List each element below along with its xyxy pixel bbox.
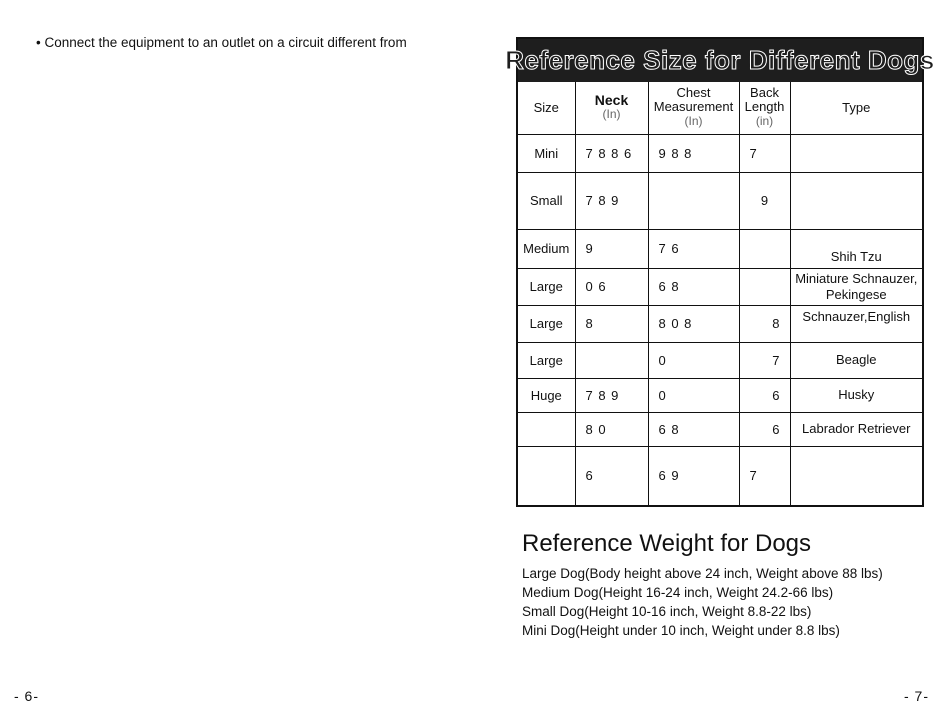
cell-neck: 7 8 8 6 bbox=[575, 134, 648, 172]
page-number-left: - 6- bbox=[14, 688, 39, 704]
table-row bbox=[518, 268, 922, 305]
table-row bbox=[518, 378, 922, 412]
table-row bbox=[518, 172, 922, 229]
neck-unit: (In) bbox=[602, 107, 621, 122]
cell-neck: 0 6 bbox=[575, 268, 648, 305]
cell-size bbox=[518, 446, 575, 505]
header-neck: Neck (In) bbox=[575, 82, 648, 134]
table-row bbox=[518, 446, 922, 505]
header-chest: Chest Measurement (In) bbox=[648, 82, 739, 134]
weight-line-medium: Medium Dog(Height 16-24 inch, Weight 24.2-66 lbs) bbox=[522, 585, 834, 600]
cell-back: 7 bbox=[739, 342, 790, 378]
cell-back: 6 bbox=[739, 378, 790, 412]
cell-type: Husky bbox=[790, 378, 922, 412]
cell-type bbox=[790, 172, 922, 229]
cell-back: 7 bbox=[739, 446, 790, 505]
cell-size: Mini bbox=[518, 134, 575, 172]
cell-back: 8 bbox=[739, 305, 790, 342]
cell-type: Beagle bbox=[790, 342, 922, 378]
cell-neck: 8 0 bbox=[575, 412, 648, 446]
page-number-right: - 7- bbox=[904, 688, 929, 704]
cell-type: Miniature Schnauzer, Pekingese bbox=[790, 268, 922, 305]
cell-back bbox=[739, 268, 790, 305]
cell-type bbox=[790, 446, 922, 505]
cell-chest: 8 0 8 bbox=[648, 305, 739, 342]
cell-chest bbox=[648, 172, 739, 229]
cell-chest: 0 bbox=[648, 378, 739, 412]
table-row bbox=[518, 134, 922, 172]
cell-back bbox=[739, 229, 790, 268]
cell-size: Large bbox=[518, 342, 575, 378]
cell-size: Large bbox=[518, 305, 575, 342]
cell-size: Large bbox=[518, 268, 575, 305]
cell-chest: 0 bbox=[648, 342, 739, 378]
chest-unit: (In) bbox=[684, 114, 703, 129]
header-row bbox=[518, 82, 922, 134]
cell-size: Medium bbox=[518, 229, 575, 268]
cell-chest: 6 8 bbox=[648, 268, 739, 305]
cell-neck: 7 8 9 bbox=[575, 378, 648, 412]
cell-chest: 6 9 bbox=[648, 446, 739, 505]
header-back-length: Back Length (in) bbox=[739, 82, 790, 134]
cell-size: Huge bbox=[518, 378, 575, 412]
reference-weight-section bbox=[522, 530, 883, 640]
size-grid bbox=[518, 82, 922, 505]
reference-size-table bbox=[505, 37, 935, 507]
cell-type: Shih Tzu bbox=[790, 229, 922, 268]
table-row bbox=[518, 412, 922, 446]
cell-size: Small bbox=[518, 172, 575, 229]
cell-type: Labrador Retriever bbox=[790, 412, 922, 446]
cell-neck bbox=[575, 342, 648, 378]
weight-title: Reference Weight for Dogs bbox=[522, 530, 812, 557]
instruction-bullet: • Connect the equipment to an outlet on a circuit different from bbox=[36, 35, 407, 50]
cell-size bbox=[518, 412, 575, 446]
cell-neck: 8 bbox=[575, 305, 648, 342]
table-row bbox=[518, 305, 922, 342]
header-type: Type bbox=[790, 82, 922, 134]
cell-chest: 9 8 8 bbox=[648, 134, 739, 172]
cell-neck: 7 8 9 bbox=[575, 172, 648, 229]
cell-back: 7 bbox=[739, 134, 790, 172]
back-unit: (in) bbox=[755, 114, 774, 129]
cell-neck: 9 bbox=[575, 229, 648, 268]
weight-line-mini: Mini Dog(Height under 10 inch, Weight under 8.8 lbs) bbox=[522, 623, 840, 638]
weight-line-large: Large Dog(Body height above 24 inch, Weight above 88 lbs) bbox=[522, 566, 883, 581]
cell-chest: 7 6 bbox=[648, 229, 739, 268]
weight-line-small: Small Dog(Height 10-16 inch, Weight 8.8-22 lbs) bbox=[522, 604, 812, 619]
table-title: Reference Size for Different Dogs bbox=[518, 39, 922, 82]
cell-back: 6 bbox=[739, 412, 790, 446]
cell-type: Schnauzer,English bbox=[790, 305, 922, 342]
header-size: Size bbox=[518, 82, 575, 134]
table-row bbox=[518, 229, 922, 268]
cell-chest: 6 8 bbox=[648, 412, 739, 446]
cell-back: 9 bbox=[739, 172, 790, 229]
cell-neck: 6 bbox=[575, 446, 648, 505]
cell-type bbox=[790, 134, 922, 172]
table-row bbox=[518, 342, 922, 378]
